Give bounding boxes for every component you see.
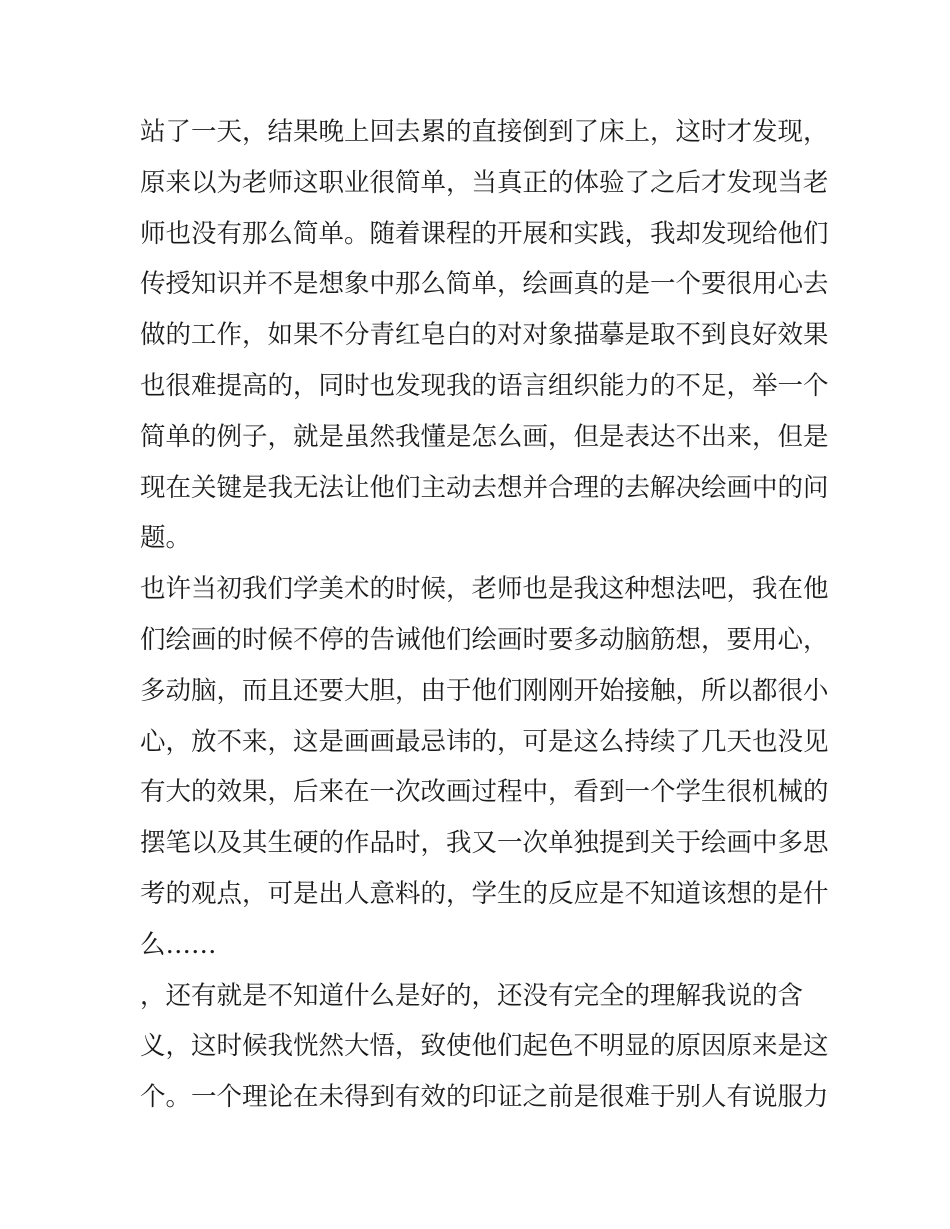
text-line: 心，放不来，这是画画最忌讳的，可是这么持续了几天也没见 bbox=[140, 726, 829, 757]
text-line: 现在关键是我无法让他们主动去想并合理的去解决绘画中的问 bbox=[140, 472, 829, 503]
text-line: 师也没有那么简单。随着课程的开展和实践，我却发现给他们 bbox=[140, 218, 829, 249]
text-line: 考的观点，可是出人意料的，学生的反应是不知道该想的是什 bbox=[140, 878, 829, 909]
text-line: ，还有就是不知道什么是好的，还没有完全的理解我说的含 bbox=[140, 980, 804, 1011]
text-line: 简单的例子，就是虽然我懂是怎么画，但是表达不出来，但是 bbox=[140, 421, 829, 452]
text-line: 原来以为老师这职业很简单，当真正的体验了之后才发现当老 bbox=[140, 167, 829, 198]
text-line: 们绘画的时候不停的告诫他们绘画时要多动脑筋想，要用心， bbox=[140, 624, 829, 655]
text-line: 站了一天，结果晚上回去累的直接倒到了床上，这时才发现， bbox=[140, 117, 829, 147]
text-line: 也许当初我们学美术的时候，老师也是我这种想法吧，我在他 bbox=[140, 574, 829, 605]
text-line: 个。一个理论在未得到有效的印证之前是很难于别人有说服力 bbox=[140, 1082, 829, 1113]
text-line: 义，这时候我恍然大悟，致使他们起色不明显的原因原来是这 bbox=[140, 1031, 829, 1062]
text-line: 多动脑，而且还要大胆，由于他们刚刚开始接触，所以都很小 bbox=[140, 675, 829, 706]
text-line: 做的工作，如果不分青红皂白的对对象描摹是取不到良好效果 bbox=[140, 320, 829, 351]
text-line: 题。 bbox=[140, 523, 192, 554]
text-line: 传授知识并不是想象中那么简单，绘画真的是一个要很用心去 bbox=[140, 269, 829, 300]
text-line: 也很难提高的，同时也发现我的语言组织能力的不足，举一个 bbox=[140, 370, 829, 401]
text-line: 摆笔以及其生硬的作品时，我又一次单独提到关于绘画中多思 bbox=[140, 828, 829, 859]
text-line: 有大的效果，后来在一次改画过程中，看到一个学生很机械的 bbox=[140, 777, 829, 808]
document-body-text bbox=[140, 107, 829, 1123]
text-line: 么…… bbox=[140, 929, 217, 960]
